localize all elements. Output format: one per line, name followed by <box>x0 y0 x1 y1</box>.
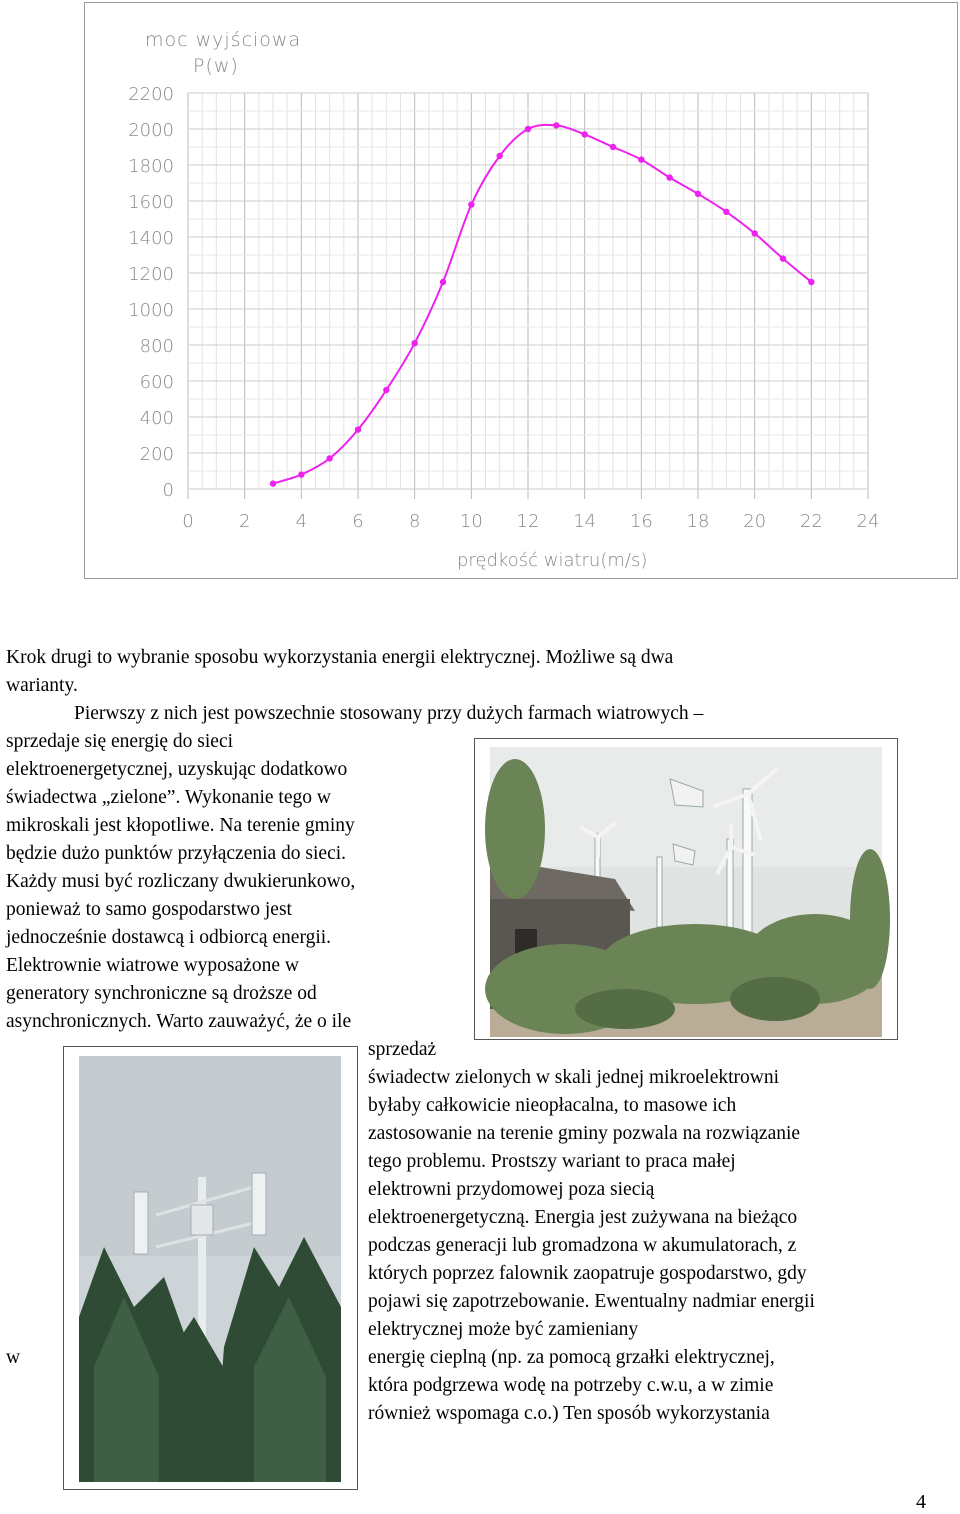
x-tick-label: 16 <box>629 511 653 532</box>
paragraph-line: elektrycznej może być zamieniany <box>368 1319 639 1340</box>
x-axis-ticks <box>182 511 879 532</box>
paragraph-line: Elektrownie wiatrowe wyposażone w <box>6 955 299 976</box>
vertical-turbine-photo <box>63 1046 358 1490</box>
data-point <box>780 255 786 261</box>
paragraph-line: ponieważ to samo gospodarstwo jest <box>6 899 292 920</box>
paragraph-line: energię cieplną (np. za pomocą grzałki elektrycznej, <box>368 1347 775 1368</box>
x-tick-label: 20 <box>743 511 767 532</box>
data-point <box>581 131 587 137</box>
x-tick-label: 12 <box>516 511 540 532</box>
x-tick-label: 6 <box>352 511 364 532</box>
data-point <box>553 122 559 128</box>
data-point <box>666 174 672 180</box>
data-point <box>355 426 361 432</box>
data-point <box>525 126 531 132</box>
paragraph-line: zastosowanie na terenie gminy pozwala na rozwiązanie <box>368 1123 801 1144</box>
chart-canvas <box>85 3 957 578</box>
page-number: 4 <box>916 1491 926 1513</box>
paragraph-line: elektroenergetyczną. Energia jest zużywana na bieżąco <box>368 1207 798 1228</box>
y-tick-label: 1000 <box>128 300 174 321</box>
y-tick-label: 2200 <box>128 84 174 105</box>
y-tick-label: 1800 <box>128 156 174 177</box>
chart-title-line1: moc wyjściowa <box>145 29 302 51</box>
y-tick-label: 1400 <box>128 228 174 249</box>
data-point <box>468 201 474 207</box>
wind-turbines-photo <box>474 738 898 1040</box>
y-tick-label: 800 <box>139 336 174 357</box>
chart-title-line2: P(w) <box>193 55 239 77</box>
data-point <box>440 279 446 285</box>
paragraph-line: sprzedaż <box>368 1039 437 1060</box>
paragraph-line: elektrowni przydomowej poza siecią <box>368 1179 655 1200</box>
paragraph-line: warianty. <box>6 675 78 696</box>
paragraph-line: również wspomaga c.o.) Ten sposób wykorzystania <box>368 1403 770 1424</box>
x-tick-label: 0 <box>182 511 194 532</box>
data-point <box>383 387 389 393</box>
paragraph-line: podczas generacji lub gromadzona w akumulatorach, z <box>368 1235 797 1256</box>
paragraph-line: świadectwa „zielone”. Wykonanie tego w <box>6 787 331 808</box>
y-tick-label: 1600 <box>128 192 174 213</box>
data-point <box>270 480 276 486</box>
paragraph-line: jednocześnie dostawcą i odbiorcą energii. <box>6 927 332 948</box>
data-point <box>496 153 502 159</box>
y-tick-label: 1200 <box>128 264 174 285</box>
data-point <box>723 209 729 215</box>
y-tick-label: 0 <box>162 480 174 501</box>
power-curve-chart <box>84 2 958 579</box>
paragraph-line: elektroenergetycznej, uzyskując dodatkowo <box>6 759 348 780</box>
y-tick-label: 2000 <box>128 120 174 141</box>
paragraph-line: których poprzez falownik zaopatruje gospodarstwo, gdy <box>368 1263 807 1284</box>
x-tick-label: 8 <box>408 511 421 532</box>
x-tick-label: 2 <box>238 511 251 532</box>
x-tick-label: 4 <box>295 511 308 532</box>
paragraph-line: tego problemu. Prostszy wariant to praca małej <box>368 1151 736 1172</box>
paragraph-line: asynchronicznych. Warto zauważyć, że o ile <box>6 1011 352 1032</box>
chart-grid <box>188 93 868 499</box>
y-axis-ticks <box>128 84 174 501</box>
paragraph-line: Każdy musi być rozliczany dwukierunkowo, <box>6 871 356 892</box>
y-tick-label: 600 <box>139 372 174 393</box>
paragraph-line: sprzedaje się energię do sieci <box>6 731 234 752</box>
paragraph-line: świadectw zielonych w skali jednej mikroelektrowni <box>368 1067 780 1088</box>
data-point <box>751 230 757 236</box>
data-point <box>610 144 616 150</box>
data-point <box>638 156 644 162</box>
paragraph-line: mikroskali jest kłopotliwe. Na terenie gminy <box>6 815 355 836</box>
y-tick-label: 200 <box>139 444 174 465</box>
paragraph-line: pojawi się zapotrzebowanie. Ewentualny nadmiar energii <box>368 1291 815 1312</box>
x-tick-label: 24 <box>856 511 880 532</box>
x-axis-label: prędkość wiatru(m/s) <box>457 550 648 571</box>
paragraph-line: w <box>6 1347 21 1368</box>
data-point <box>411 340 417 346</box>
paragraph-line: Pierwszy z nich jest powszechnie stosowany przy dużych farmach wiatrowych – <box>74 703 704 724</box>
x-tick-label: 22 <box>799 511 823 532</box>
paragraph-line: będzie dużo punktów przyłączenia do sieci. <box>6 843 347 864</box>
data-point <box>298 471 304 477</box>
x-tick-label: 14 <box>573 511 597 532</box>
data-point <box>326 455 332 461</box>
paragraph-line: Krok drugi to wybranie sposobu wykorzystania energii elektrycznej. Możliwe są dwa <box>6 647 674 668</box>
paragraph-line: byłaby całkowicie nieopłacalna, to masowe ich <box>368 1095 737 1116</box>
x-tick-label: 18 <box>686 511 710 532</box>
paragraph-line: która podgrzewa wodę na potrzeby c.w.u, a w zimie <box>368 1375 774 1396</box>
data-point <box>808 279 814 285</box>
y-tick-label: 400 <box>139 408 174 429</box>
x-tick-label: 10 <box>459 511 483 532</box>
paragraph-line: generatory synchroniczne są droższe od <box>6 983 317 1004</box>
data-point <box>695 191 701 197</box>
